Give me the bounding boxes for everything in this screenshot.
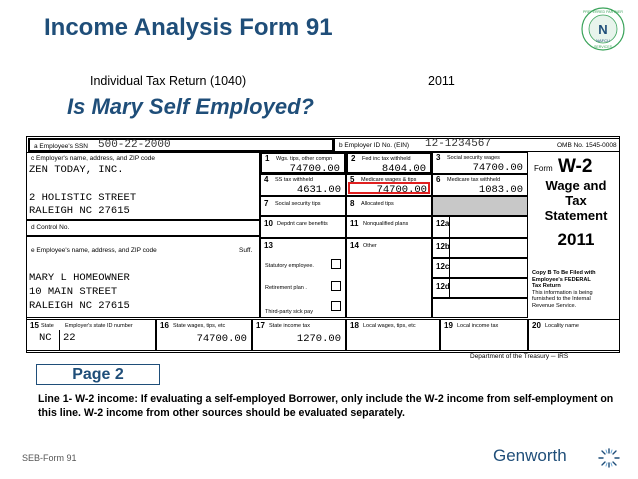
box-2-label: Fed inc tax withheld	[362, 156, 411, 162]
third-party-sick-pay-checkbox[interactable]	[331, 301, 341, 311]
retirement-plan-checkbox[interactable]	[331, 281, 341, 291]
box-1-label: Wgs. tips, other compn	[276, 156, 333, 162]
box-4-label: SS tax withheld	[275, 177, 313, 183]
box-17-label: State income tax	[269, 323, 310, 329]
box-18	[346, 319, 440, 351]
preferred-partner-badge-icon	[573, 6, 633, 52]
box-3-num: 3	[436, 153, 441, 162]
box-5-num: 5	[350, 175, 355, 184]
retirement-plan-label: Retirement plan .	[265, 285, 307, 291]
employee-name: MARY L HOMEOWNER	[29, 272, 130, 284]
box-e-label: e Employee's name, address, and ZIP code	[31, 247, 157, 254]
medicare-wages-highlight	[348, 182, 430, 194]
badge-letter: N	[598, 22, 608, 37]
box-4	[260, 174, 346, 196]
box-8-label: Allocated tips	[361, 201, 394, 207]
form-line2: Wage and	[545, 178, 607, 193]
box-3-label: Social security wages	[447, 155, 500, 161]
box-3-ss-wages: 74700.00	[472, 162, 523, 174]
box-8	[346, 196, 432, 216]
page-title: Income Analysis Form 91	[44, 14, 333, 41]
copy-b-line-3: Tax Return	[532, 283, 561, 290]
statutory-employee-label: Statutory employee.	[265, 263, 314, 269]
box-2-fed-tax: 8404.00	[381, 163, 426, 175]
box-20-num: 20	[532, 321, 541, 330]
box-5-medicare-wages: 74700.00	[376, 184, 427, 196]
genworth-logo-icon	[596, 447, 622, 469]
box-d-label: d Control No.	[31, 224, 70, 231]
badge-org: NAFCU	[596, 38, 610, 43]
box-12a	[432, 216, 528, 238]
box-c	[26, 152, 260, 220]
box-6-num: 6	[436, 175, 441, 184]
line-1-text: If evaluating a self-employed Borrower, only include the W-2 income from self-employment on this line. W-2 income from other sources should be evaluated separately.	[38, 393, 614, 419]
box-e	[26, 236, 260, 318]
box-6-medicare-tax: 1083.00	[478, 184, 523, 196]
box-e-suff: Suff.	[239, 247, 253, 254]
line-1-instruction	[38, 392, 618, 420]
copy-b-line-6: Revenue Service.	[532, 302, 577, 309]
box-9-shaded	[432, 196, 528, 216]
box-11	[346, 216, 432, 238]
box-15-num: 15	[30, 321, 39, 330]
box-4-num: 4	[264, 175, 269, 184]
box-12a-label: 12a	[436, 219, 450, 228]
box-10-num: 10	[264, 219, 273, 228]
box-7	[260, 196, 346, 216]
employee-street: 10 MAIN STREET	[29, 286, 118, 298]
box-12d	[432, 278, 528, 298]
return-year: 2011	[428, 74, 455, 88]
box-18-label: Local wages, tips, etc	[363, 323, 416, 329]
box-b	[334, 138, 620, 152]
employee-city: RALEIGH NC 27615	[29, 300, 130, 312]
box-2-num: 2	[351, 154, 356, 163]
third-party-sick-pay-label: Third-party sick pay	[265, 309, 313, 315]
box-19-label: Local income tax	[457, 323, 499, 329]
box-2	[346, 152, 432, 174]
box-a-label: a Employee's SSN	[34, 143, 88, 150]
copy-b-line-4: This information is being	[532, 289, 593, 296]
box-14	[346, 238, 432, 318]
employer-name: ZEN TODAY, INC.	[29, 164, 124, 176]
box-5	[346, 174, 432, 196]
badge-arc-text: PREFERRED PARTNER	[582, 10, 624, 14]
omb-number: OMB No. 1545-0008	[557, 142, 617, 149]
box-17-num: 17	[256, 321, 265, 330]
box-c-label: c Employer's name, address, and ZIP code	[31, 155, 155, 162]
box-1-num: 1	[265, 154, 270, 163]
state-wages: 74700.00	[196, 333, 247, 345]
employee-ssn: 500-22-2000	[98, 139, 171, 151]
footer-form-label: SEB-Form 91	[22, 453, 77, 463]
copy-b-line-2: Employee's FEDERAL	[532, 276, 591, 283]
section-question: Is Mary Self Employed?	[67, 94, 314, 119]
copy-b-line-5: furnished to the Internal	[532, 296, 591, 303]
box-16	[156, 319, 252, 351]
box-7-label: Social security tips	[275, 201, 321, 207]
employer-ein: 12-1234567	[425, 138, 492, 150]
dept-treasury-label: Department of the Treasury ─ IRS	[470, 353, 569, 360]
box-19	[440, 319, 528, 351]
state-income-tax: 1270.00	[296, 333, 341, 345]
box-12d-label: 12d	[436, 282, 450, 291]
form-line4: Statement	[544, 208, 608, 223]
copy-b-notice	[532, 270, 620, 310]
form-line3: Tax	[565, 193, 587, 208]
box-14-num: 14	[350, 241, 359, 250]
return-type-label: Individual Tax Return (1040)	[90, 74, 247, 88]
box-20	[528, 319, 620, 351]
box-12b	[432, 238, 528, 258]
box-b-label: b Employer ID No. (EIN)	[339, 142, 410, 149]
box-a	[28, 138, 334, 152]
box-13	[260, 238, 346, 318]
employer-street: 2 HOLISTIC STREET	[29, 192, 137, 204]
box-3	[432, 152, 528, 174]
box-11-num: 11	[350, 219, 359, 228]
box-12-blank	[432, 298, 528, 318]
box-17	[252, 319, 346, 351]
box-1	[260, 152, 346, 174]
box-8-num: 8	[350, 199, 355, 208]
box-10	[260, 216, 346, 238]
box-12b-label: 12b	[436, 242, 450, 251]
form-code: W-2	[558, 156, 593, 177]
box-16-num: 16	[160, 321, 169, 330]
form-title-block	[534, 156, 618, 256]
box-5-label: Medicare wages & tips	[361, 177, 417, 183]
box-12c	[432, 258, 528, 278]
employer-city: RALEIGH NC 27615	[29, 205, 130, 217]
box-15-id-label: Employer's state ID number	[65, 323, 133, 329]
box-7-num: 7	[264, 199, 269, 208]
badge-bottom-text: SERVICES	[593, 45, 613, 49]
box-10-label: Depdnt care benefits	[277, 221, 328, 227]
box-11-label: Nonqualified plans	[363, 221, 409, 227]
box-13-num: 13	[264, 241, 273, 250]
page-2-label: Page 2	[36, 364, 160, 385]
w2-form	[26, 136, 620, 353]
copy-b-line-1: Copy B To Be Filed with	[532, 270, 596, 276]
box-6-label: Medicare tax withheld	[447, 177, 501, 183]
box-20-label: Locality name	[545, 323, 579, 329]
genworth-brand: Genworth	[493, 446, 567, 465]
box-14-label: Other	[363, 243, 377, 249]
form-year: 2011	[557, 230, 595, 249]
statutory-employee-checkbox[interactable]	[331, 259, 341, 269]
form-word: Form	[534, 164, 553, 173]
box-15-state-label: State	[41, 323, 54, 329]
box-6	[432, 174, 528, 196]
box-18-num: 18	[350, 321, 359, 330]
return-type-line	[90, 74, 455, 88]
box-d	[26, 220, 260, 236]
box-4-ss-tax: 4631.00	[296, 184, 341, 196]
box-12c-label: 12c	[436, 262, 450, 271]
box-16-label: State wages, tips, etc	[173, 323, 226, 329]
box-15	[26, 319, 156, 351]
box-1-wages: 74700.00	[289, 163, 340, 175]
line-1-heading: Line 1- W-2 income:	[38, 393, 138, 405]
employer-state-id: 22	[63, 332, 76, 344]
employee-state: NC	[39, 332, 52, 344]
box-19-num: 19	[444, 321, 453, 330]
